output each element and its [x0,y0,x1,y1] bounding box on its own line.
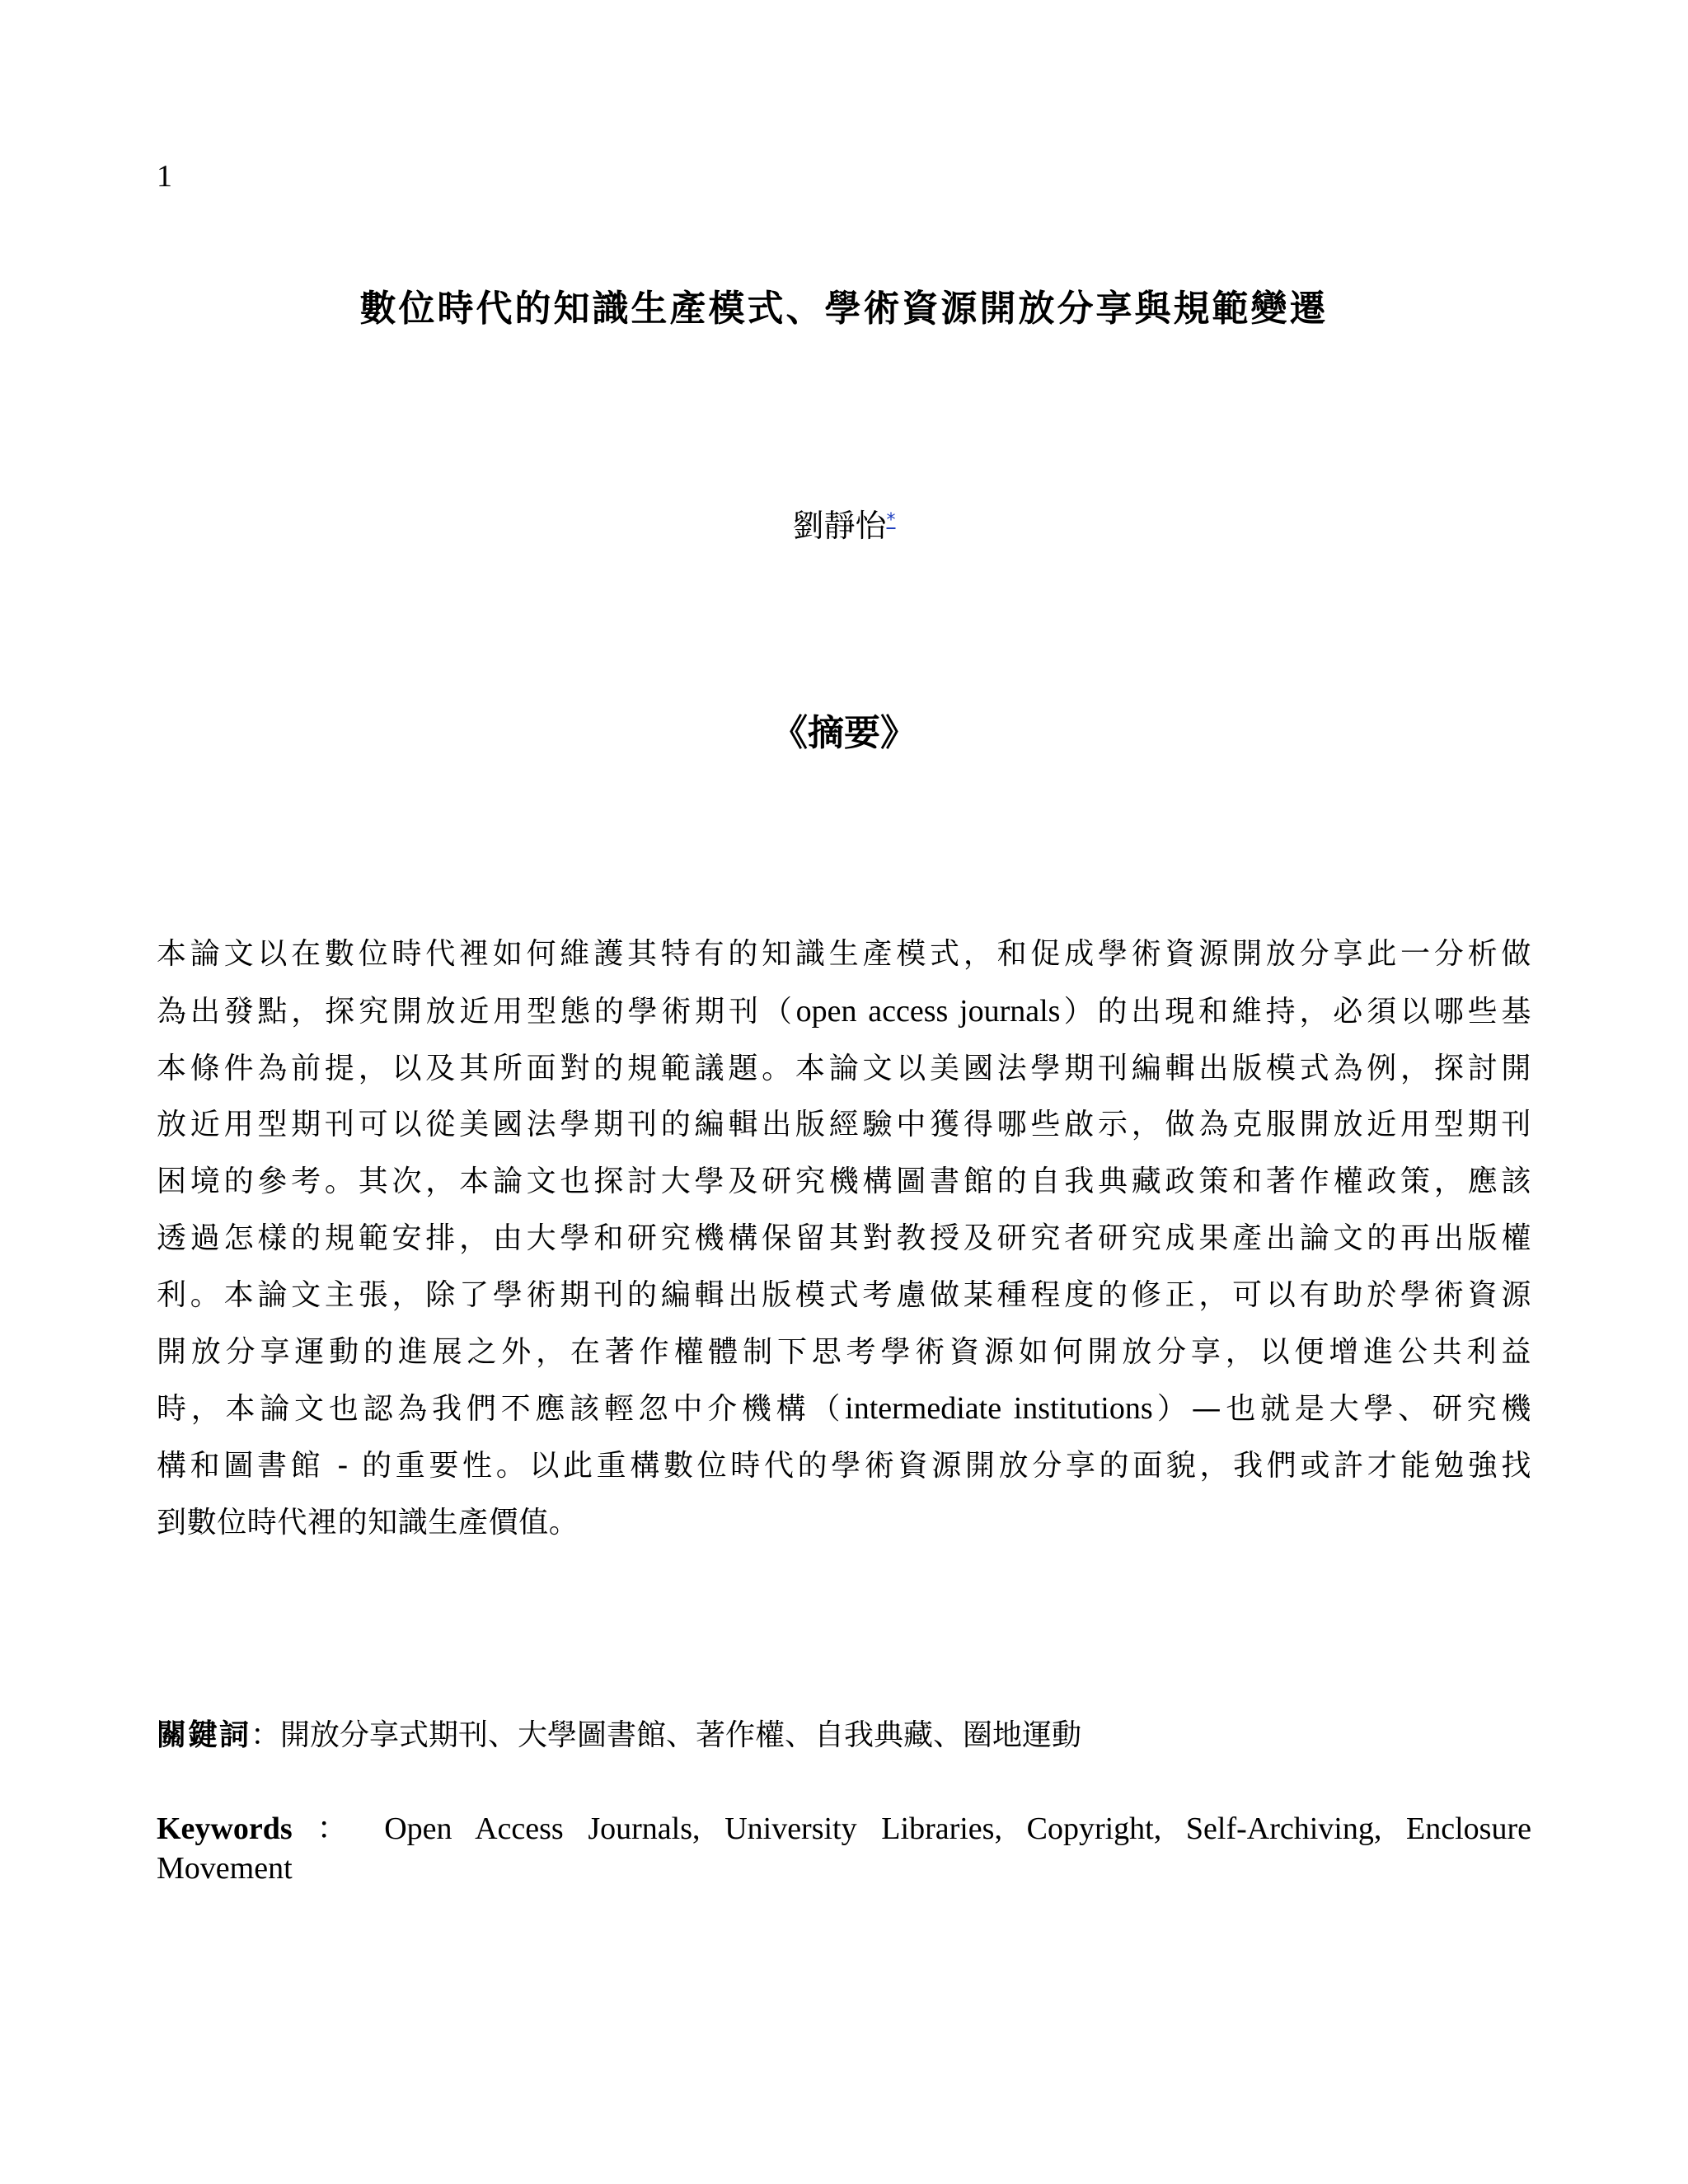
keywords-chinese-text: 開放分享式期刊、大學圖書館、著作權、自我典藏、圈地運動 [280,1718,1082,1752]
keywords-english-label: Keywords [157,1811,293,1846]
abstract-line-8: 開放分享運動的進展之外，在著作權體制下思考學術資源如何開放分享，以便增進公共利益 [157,1334,1531,1369]
abstract-line-6: 透過怎樣的規範安排，由大學和研究機構保留其對教授及研究者研究成果產出論文的再出版權 [157,1221,1531,1255]
page-number: 1 [157,159,172,194]
abstract-line-7: 利。本論文主張，除了學術期刊的編輯出版模式考慮做某種程度的修正，可以有助於學術資源 [157,1277,1531,1312]
abstract-line-11: 到數位時代裡的知識生產價值。 [157,1505,579,1540]
abstract-line-9-part-b: ）—也就是大學、研究機 [1152,1392,1531,1427]
keywords-english-separator: ： [292,1811,385,1846]
keywords-english [157,1809,1531,1888]
abstract-line-2-part-a: 為出發點，探究開放近用型態的學術期刊（ [157,994,796,1029]
author-footnote-link[interactable]: * [886,510,896,531]
paper-title: 數位時代的知識生產模式、學術資源開放分享與規範變遷 [359,288,1329,330]
abstract-line-10: 構和圖書館 - 的重要性。以此重構數位時代的學術資源開放分享的面貌，我們或許才能勉強找 [157,1449,1531,1483]
abstract-term-intermediate-institutions: intermediate institutions [845,1391,1153,1427]
author-name: 劉靜怡 [792,508,887,544]
author-line [157,504,1531,547]
abstract-line-5: 困境的參考。其次，本論文也探討大學及研究機構圖書館的自我典藏政策和著作權政策，應該 [157,1165,1531,1199]
keywords-chinese-separator: ： [251,1718,281,1752]
keywords-english-text: Open Access Journals, University Libraries, Copyright, Self-Archiving, Enclosure Movement [157,1811,1531,1886]
abstract-line-2-part-b: ）的出現和維持，必須以哪些基 [1060,994,1531,1029]
keywords-chinese [157,1714,1531,1757]
abstract-body [157,926,1531,1552]
abstract-line-9-part-a: 時，本論文也認為我們不應該輕忽中介機構（ [157,1392,846,1427]
keywords-chinese-label: 關鍵詞 [157,1718,251,1752]
abstract-heading: 《摘要》 [771,712,917,754]
abstract-line-1: 本論文以在數位時代裡如何維護其特有的知識生產模式，和促成學術資源開放分享此一分析做 [157,937,1531,971]
abstract-term-open-access-journals: open access journals [795,993,1061,1029]
abstract-line-9 [157,1380,1531,1438]
abstract-line-2 [157,983,1531,1041]
abstract-line-4: 放近用型期刊可以從美國法學期刊的編輯出版經驗中獲得哪些啟示，做為克服開放近用型期刊 [157,1108,1531,1142]
abstract-line-3: 本條件為前提，以及其所面對的規範議題。本論文以美國法學期刊編輯出版模式為例，探討開 [157,1051,1531,1085]
